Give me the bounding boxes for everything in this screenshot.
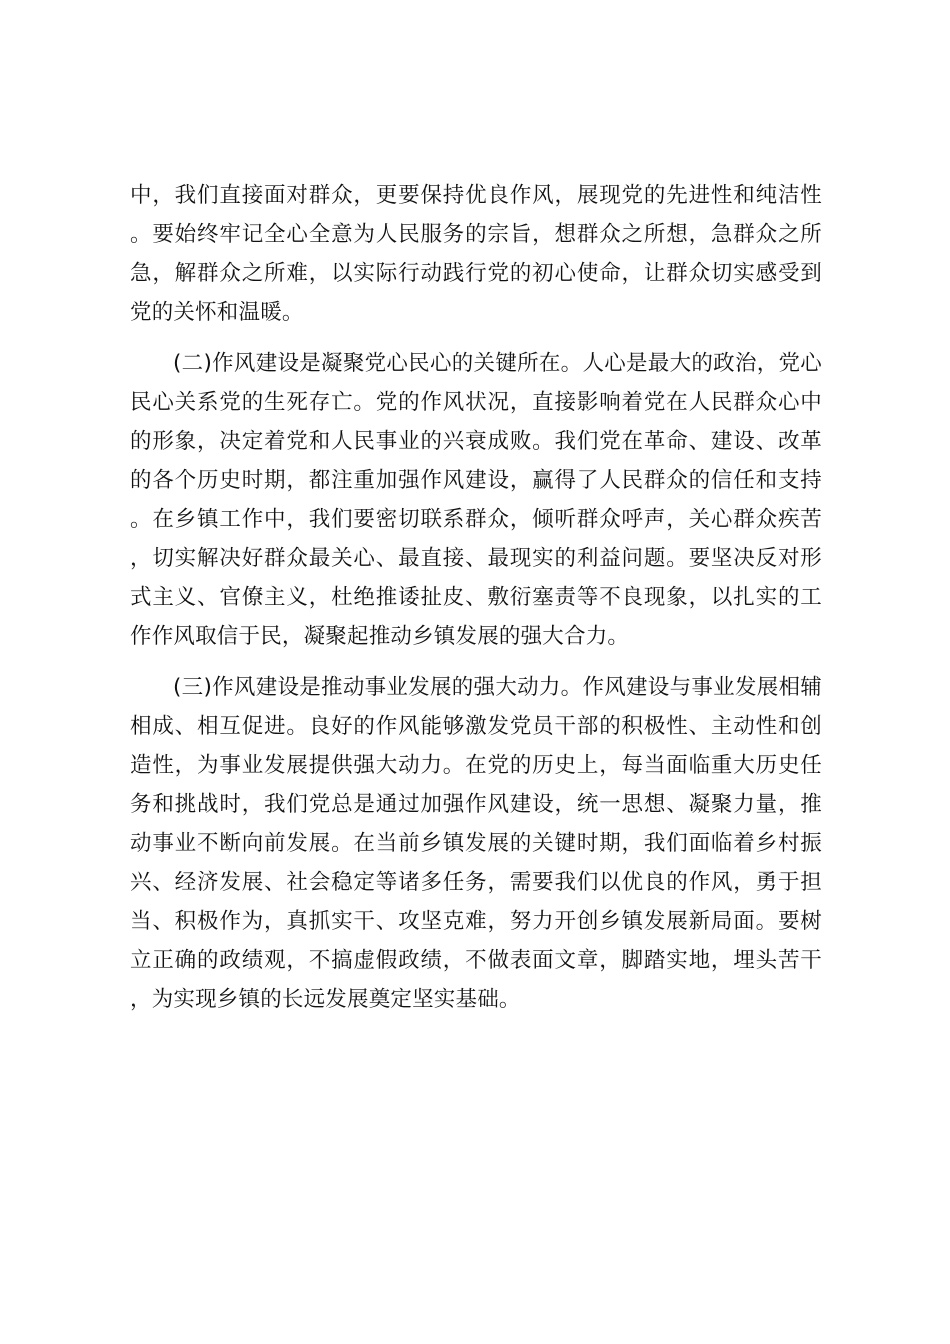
paragraph-section-3: (三)作风建设是推动事业发展的强大动力。作风建设与事业发展相辅相成、相互促进。良好的作风能够激发党员干部的积极性、主动性和创造性，为事业发展提供强大动力。在党的历史上，每当面临重大历史任务和挑战时，我们党总是通过加强作风建设，统一思想、凝聚力量，推动事业不断向前发展。在当前乡镇发展的关键时期，我们面临着乡村振兴、经济发展、社会稳定等诸多任务，需要我们以优良的作风，勇于担当、积极作为，真抓实干、攻坚克难，努力开创乡镇发展新局面。要树立正确的政绩观，不搞虚假政绩，不做表面文章，脚踏实地，埋头苦干，为实现乡镇的长远发展奠定坚实基础。 (130, 675, 822, 1012)
paragraph-continuation: 中，我们直接面对群众，更要保持优良作风，展现党的先进性和纯洁性。要始终牢记全心全意为人民服务的宗旨，想群众之所想，急群众之所急，解群众之所难，以实际行动践行党的初心使命，让群众切实感受到党的关怀和温暖。 (130, 183, 822, 325)
paragraph-section-2: (二)作风建设是凝聚党心民心的关键所在。人心是最大的政治，党心民心关系党的生死存亡。党的作风状况，直接影响着党在人民群众心中的形象，决定着党和人民事业的兴衰成败。我们党在革命、建设、改革的各个历史时期，都注重加强作风建设，赢得了人民群众的信任和支持。在乡镇工作中，我们要密切联系群众，倾听群众呼声，关心群众疾苦，切实解决好群众最关心、最直接、最现实的利益问题。要坚决反对形式主义、官僚主义，杜绝推诿扯皮、敷衍塞责等不良现象，以扎实的工作作风取信于民，凝聚起推动乡镇发展的强大合力。 (130, 351, 822, 649)
body-text (130, 176, 822, 1019)
